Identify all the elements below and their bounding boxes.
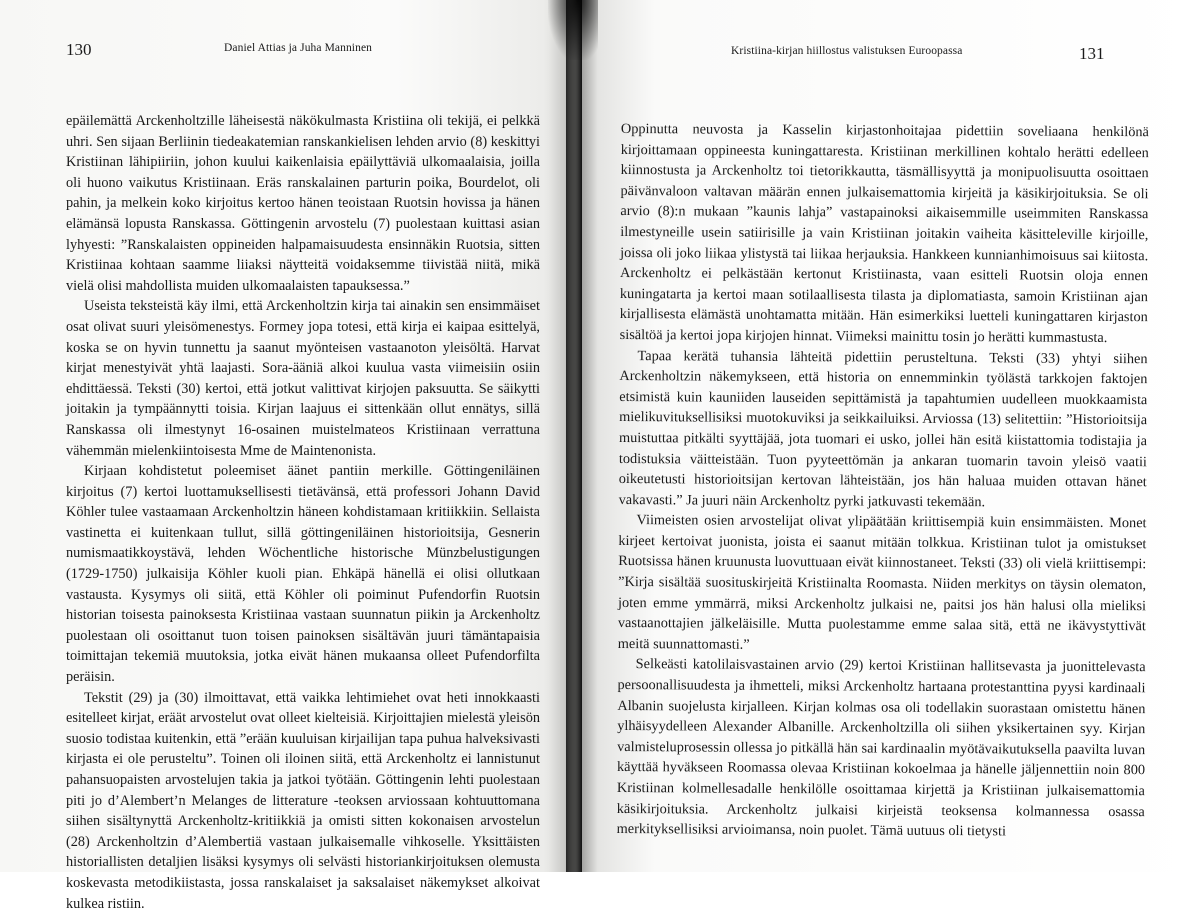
paragraph: Useista teksteistä käy ilmi, että Arckenholtzin kirja tai ainakin sen ensimmäiset osat olivat suuri yleisömenestys. Formey jopa totesi, että kirja ei kaipaa esittelyä, koska se on hyvin tunnettu ja saanut myönteisen vastaanoton yleisöltä. Harvat kirjat menestyivät yhtä laajasti. Sora-ääniä alkoi kuulua vasta viimeisiin osiin ehdittäessä. Teksti (30) kertoi, että jotkut valittivat kirjojen paksuutta. Se säikytti joitakin ja tympäännytti toisia. Kirjan laajuus ei sittenkään ollut ennätys, sillä Ranskassa oli ilmestynyt 16-osainen muistelmateos Kristiinaan verrattuna vähemmän mielenkiintoisesta Mme de Maintenonista. xyxy=(66,298,540,459)
paragraph: Tekstit (29) ja (30) ilmoittavat, että vaikka lehtimiehet ovat heti innokkaasti esitelleet kirjat, eräät arvostelut ovat olleet kielteisiä. Kirjoittajien mielestä yleisön suosio todistaa kuitenkin, että ”erään kuuluisan kirjailijan tapa puhua halveksivasti kirjasta ei ole perusteltu”. Toinen oli iloinen siitä, että Arckenholtz ei lannistunut pahansuopaisten arvostelujen takia ja jatkoi työtään. Göttingenin lehti puolestaan piti jo d’Alembert’n Melanges de litterature -teoksen arviossaan kohtuuttomana siihen sisältynyttä Arckenholtz-kritiikkiä ja omisti sitten kokonaisen arvostelun (28) Arckenholtzin d’Alembertiä vastaan julkaisemalle vihkoselle. Yksittäisten historiallisten detaljien lisäksi kysymys oli selvästi historiankirjoituksen olemusta koskevasta metodikiistasta, jossa ranskalaiset ja saksalaiset näkemykset alkoivat kulkea ristiin. xyxy=(66,689,540,912)
paragraph: Viimeisten osien arvostelijat olivat ylipäätään kriittisempiä kuin ensimmäisten. Monet kirjeet kertoivat juonista, joista ei saanut mitään tolkkua. Kristiinan tulot ja omistukset Ruotsissa hänen kruunusta luovuttuaan eivät kiinnostaneet. Teksti (33) oli vielä kriittisempi: ”Kirja sisältää suosituskirjeitä Kristiinalta Roomasta. Niiden merkitys on täysin olematon, joten emme ymmärrä, miksi Arckenholtz julkaisi ne, paitsi jos hän halusi olla mieliksi vastaanottajien jälkeläisille. Mutta puolestamme emme salaa sitä, että ne ikävystyttivät meitä suunnattomasti.” xyxy=(617,512,1147,653)
paragraph: epäilemättä Arckenholtzille läheisestä näkökulmasta Kristiina oli tekijä, ei pelkkä uhri. Sen sijaan Berliinin tiedeakatemian ranskankielisen lehden arvio (8) keskittyi Kristiinan lähipiiriin, johon kuului kaikenlaisia epäilyttäviä ulkomaalaisia, joilla oli huono vaikutus Kristiinaan. Eräs ranskalainen parturin poika, Bourdelot, oli pahin, ja melkein koko kirjoitus kertoo hänen teoistaan Ruotsin hovissa ja hänen elämänsä lopusta Ranskassa. Göttingenin arvostelu (7) puolestaan kuittasi asian lyhyesti: ”Ranskalaisten oppineiden halpamaisuudesta ensinnäkin Ruotsia, sitten Kristiinaa kohtaan saamme liiaksi näytteitä voidaksemme tiivistää niitä, mikä vielä olisi mahdollista muiden ulkomaalaisten tapauksessa.” xyxy=(66,113,540,294)
paragraph: Kirjaan kohdistetut poleemiset äänet pantiin merkille. Göttingeniläinen kirjoitus (7) kertoi luottamuksellisesti tietävänsä, että professori Johann David Köhler tulee vastaamaan Arckenholtzin häneen kohdistamaan kritiikkiin. Sellaista vastinetta ei kuitenkaan tullut, sillä göttingeniläinen historioitsija, Gesnerin numismaatikkoystävä, lehden Wöchentliche historische Münzbelustigungen (1729-1750) julkaisija Köhler kuoli pian. Ehkäpä hänellä ei olisi ollutkaan vastausta. Kysymys oli siitä, että Köhler oli poiminut Pufendorfin Ruotsin historian toisesta painoksesta Kristiinaa vastaan suunnatun piikin ja Arckenholtz puolestaan oli osoittanut tuon toisen painoksen sisältävän juuri tämäntapaisia toimittajan tekemiä muutoksia, jotka eivät hänen mukaansa olleet Pufendorfilta peräisin. xyxy=(66,463,540,686)
body-text xyxy=(617,119,1149,843)
paragraph: Selkeästi katolilaisvastainen arvio (29) kertoi Kristiinan hallitsevasta ja juonittelevasta persoonallisuudesta ja ihmetteli, miksi Arckenholtz hartaana protestanttina pyysi kardinaali Albanin suojelusta kirjalleen. Kirjan kolmas osa oli todellakin suorastaan omistettu hänen ylhäisyydelleen Alexander Albanille. Arckenholtzilla oli siihen yksikertainen syy. Kirjan valmisteluprosessin ollessa jo pitkällä hän sai kardinaalin myötävaikutuksella paavilta luvan käyttää hyväkseen Roomassa olevaa Kristiinan kokoelmaa ja hänelle jäljennettiin noin 800 Kristiinan kolmellesadalle henkilölle osoittamaa kirjettä ja Kristiinan julkaisemattomia käsikirjoituksia. Arckenholtz julkaisi kirjeistä teoksensa kolmannessa osassa merkityksellisiksi arvioimansa, noin puolet. Tämä uutuus oli tietysti xyxy=(616,656,1146,840)
running-head: Kristiina-kirjan hiillostus valistuksen Euroopassa xyxy=(731,45,963,57)
page-number: 131 xyxy=(1079,44,1105,63)
right-page xyxy=(566,0,1200,872)
paragraph: Tapaa kerätä tuhansia lähteitä pidettiin perusteltuna. Teksti (33) yhtyi siihen Arckenholtzin näkemykseen, että historia on ennemminkin työlästä tarkkojen faktojen etsimistä kuin kauniiden lauseiden sepittämistä ja tapahtumien uudelleen muokkaamista mielikuvituksellisiksi muotokuviksi ja seikkailuiksi. Arviossa (13) selitettiin: ”Historioitsija muistuttaa pitkälti syyttäjää, jota tuomari ei usko, jollei hän esitä kiistattomia todistajia ja todistuksia väitteistään. Tuon pyyteettömän ja ankaran tuomarin tavoin yleisö vaatii oikeutetusti historioitsijan kertovan lähteistään, jos hän haluaa muiden ottavan hänet vakavasti.” Ja juuri näin Arckenholtz pyrki jatkuvasti tekemään. xyxy=(618,347,1148,510)
running-head: Daniel Attias ja Juha Manninen xyxy=(224,42,372,54)
page-number: 130 xyxy=(66,40,92,59)
paragraph: Oppinutta neuvosta ja Kasselin kirjastonhoitajaa pidettiin soveliaana henkilönä kirjoittamaan oppineesta kuningattaresta. Kristiinan merkillinen kohtalo herätti edelleen kiinnostusta ja Arckenholtz toi tietorikkautta, täsmällisyyttä ja monipuolisuutta osoittaen päivänvaloon valtavan määrän ennen julkaisemattomia kirjeitä ja käsikirjoituksia. Se oli arvio (8):n mukaan ”kaunis lahja” vastapainoksi aikaisemmille useimmiten Ranskassa ilmestyneille usein satiirisille ja vain Kristiinan joitakin vaiheita käsitteleville kirjoille, joissa oli joko liikaa ylistystä tai liikaa herjauksia. Hankkeen kunnianhimoisuus sai kiitosta. Arckenholtz ei pelkästään kertonut Kristiinasta, vaan esitteli Ruotsin oloja ennen kuningatarta ja kertoi maan sotilaallisesta tilasta ja diplomatiasta, samoin Kristiinan ajan kirjallisesta elämästä unohtamatta mitään. Hän esimerkiksi luetteli kuningattaren kirjaston sisältöä ja kertoi jopa kirjojen hinnat. Viimeksi mainittu tosin jo herätti kummastusta. xyxy=(619,120,1149,346)
body-text xyxy=(66,111,540,914)
left-page xyxy=(0,0,566,912)
